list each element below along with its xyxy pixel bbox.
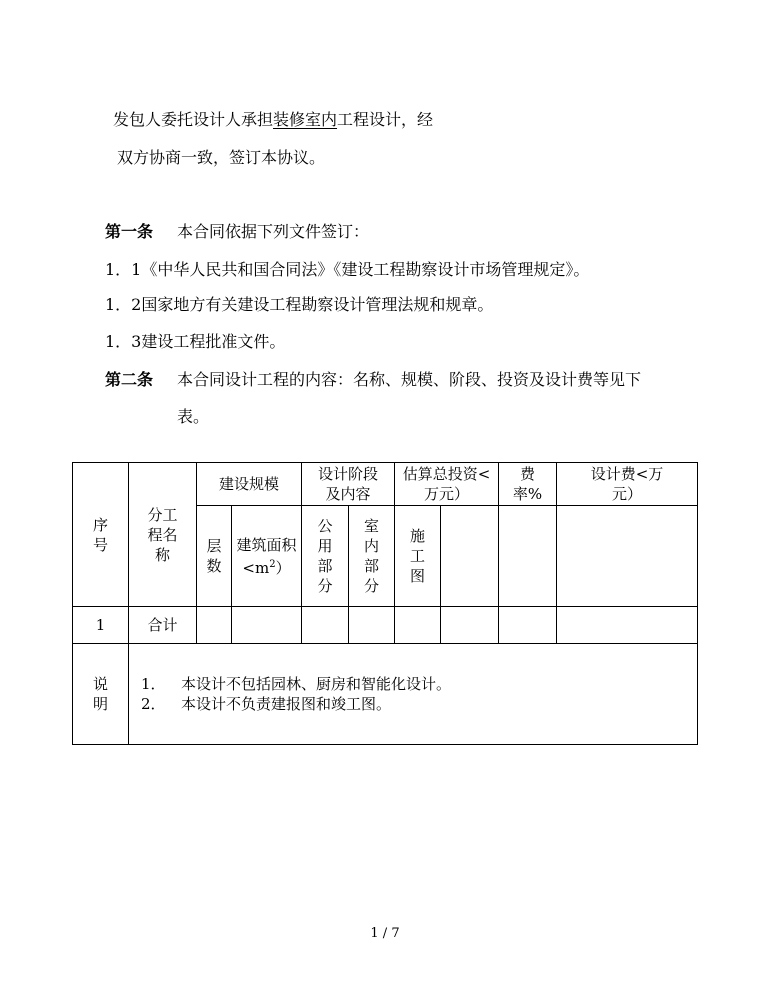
table-cell bbox=[557, 506, 698, 607]
table-cell bbox=[395, 607, 441, 644]
table-cell bbox=[557, 607, 698, 644]
table-cell bbox=[441, 506, 499, 607]
article-1-item: 1．3建设工程批准文件。 bbox=[105, 332, 286, 351]
article-2-heading bbox=[105, 370, 641, 390]
table-cell bbox=[197, 607, 232, 644]
article-1-label: 第一条 bbox=[105, 222, 154, 241]
intro-line-1 bbox=[113, 110, 433, 130]
article-1-item: 1．1《中华人民共和国合同法》《建设工程勘察设计市场管理规定》。 bbox=[105, 260, 590, 279]
note-item: 1． 本设计不包括园林、厨房和智能化设计。 bbox=[141, 675, 452, 693]
project-table bbox=[72, 462, 698, 745]
table-cell bbox=[349, 607, 395, 644]
article-2-label: 第二条 bbox=[105, 370, 154, 389]
intro-line-2: 双方协商一致，签订本协议。 bbox=[117, 148, 326, 167]
header-index: 序号 bbox=[73, 463, 129, 607]
article-2-text: 本合同设计工程的内容：名称、规模、阶段、投资及设计费等见下 bbox=[177, 370, 642, 389]
intro-text-pre: 发包人委托设计人承担 bbox=[113, 110, 274, 129]
table-cell bbox=[499, 506, 557, 607]
article-2-text-cont: 表。 bbox=[177, 407, 210, 426]
table-cell bbox=[232, 607, 302, 644]
header-floors: 层数 bbox=[197, 506, 232, 607]
header-investment: 估算总投资<万元） bbox=[395, 463, 499, 506]
header-indoor-part: 室内部分 bbox=[349, 506, 395, 607]
header-building-area: 建筑面积$<m^2$） bbox=[232, 506, 302, 607]
header-design-fee: 设计费<万元） bbox=[557, 463, 698, 506]
header-scale: 建设规模 bbox=[197, 463, 302, 506]
table-cell bbox=[302, 607, 349, 644]
note-item: 2． 本设计不负责建报图和竣工图。 bbox=[141, 695, 392, 713]
table-cell bbox=[441, 607, 499, 644]
article-1-text: 本合同依据下列文件签订： bbox=[177, 222, 370, 241]
article-1-heading bbox=[105, 222, 369, 242]
notes-row bbox=[73, 644, 698, 745]
header-project-name: 分工程名称 bbox=[129, 463, 197, 607]
intro-underlined-text: 装修室内 bbox=[273, 110, 338, 129]
intro-text-post: 工程设计，经 bbox=[337, 110, 434, 129]
header-construction-drawing: 施工图 bbox=[395, 506, 441, 607]
row-name: 合计 bbox=[129, 607, 197, 644]
notes-label: 说明 bbox=[73, 644, 129, 745]
notes-content bbox=[129, 644, 698, 745]
table-cell bbox=[499, 607, 557, 644]
header-design-stage: 设计阶段及内容 bbox=[302, 463, 395, 506]
header-public-part: 公用部分 bbox=[302, 506, 349, 607]
page-number: 1 / 7 bbox=[370, 926, 400, 941]
row-index: 1 bbox=[73, 607, 129, 644]
header-fee-rate: 费率% bbox=[499, 463, 557, 506]
article-1-item: 1．2国家地方有关建设工程勘察设计管理法规和规章。 bbox=[105, 295, 494, 314]
table-row bbox=[73, 607, 698, 644]
